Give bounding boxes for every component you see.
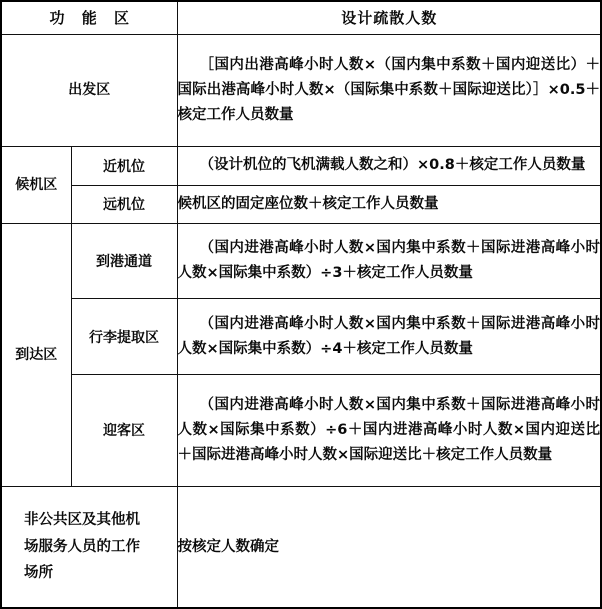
header-function-area: 功 能 区 — [1, 1, 177, 34]
zone-label-non-public-area — [1, 487, 177, 608]
sub-area-baggage-claim: 行李提取区 — [71, 299, 177, 374]
formula-non-public-area: 按核定人数确定 — [177, 487, 601, 608]
formula-greeting-area: （国内进港高峰小时人数×国内集中系数＋国际进港高峰小时人数×国际集中系数）÷6＋国内进港高峰小时人数×国内迎送比＋国际进港高峰小时人数×国际迎送比＋核定工作人员数量 — [177, 374, 601, 486]
zone-label-departure: 出发区 — [1, 34, 177, 146]
table-header-row — [1, 1, 601, 34]
formula-near-stand: （设计机位的飞机满载人数之和）×0.8＋核定工作人员数量 — [177, 147, 601, 185]
formula-remote-stand: 候机区的固定座位数＋核定工作人员数量 — [177, 185, 601, 223]
formula-baggage-claim: （国内进港高峰小时人数×国内集中系数＋国际进港高峰小时人数×国际集中系数）÷4＋核定工作人员数量 — [177, 299, 601, 374]
sub-area-near-stand: 近机位 — [71, 147, 177, 185]
sub-area-greeting-area: 迎客区 — [71, 374, 177, 486]
header-design-evacuation-population: 设计疏散人数 — [177, 1, 601, 34]
table-row-non-public-area — [1, 487, 601, 608]
non-public-label-line-1: 非公共区及其他机 — [24, 511, 140, 528]
table-row-remote-stand — [1, 185, 601, 223]
formula-arrival-corridor: （国内进港高峰小时人数×国内集中系数＋国际进港高峰小时人数×国际集中系数）÷3＋核定工作人员数量 — [177, 223, 601, 298]
sub-area-remote-stand: 远机位 — [71, 185, 177, 223]
table-row-departure — [1, 34, 601, 146]
zone-label-waiting: 候机区 — [1, 147, 71, 224]
formula-departure: ［国内出港高峰小时人数×（国内集中系数＋国内迎送比）＋国际出港高峰小时人数×（国际集中系数＋国际迎送比）］×0.5＋核定工作人员数量 — [177, 34, 601, 146]
sub-area-arrival-corridor: 到港通道 — [71, 223, 177, 298]
table-row-arrival-corridor — [1, 223, 601, 298]
non-public-label-line-2: 场服务人员的工作 — [24, 538, 140, 555]
table-row-greeting-area — [1, 374, 601, 486]
table-row-baggage-claim — [1, 299, 601, 374]
zone-label-arrival: 到达区 — [1, 223, 71, 486]
table-row-near-stand — [1, 147, 601, 185]
non-public-label-line-3: 场所 — [24, 565, 53, 582]
